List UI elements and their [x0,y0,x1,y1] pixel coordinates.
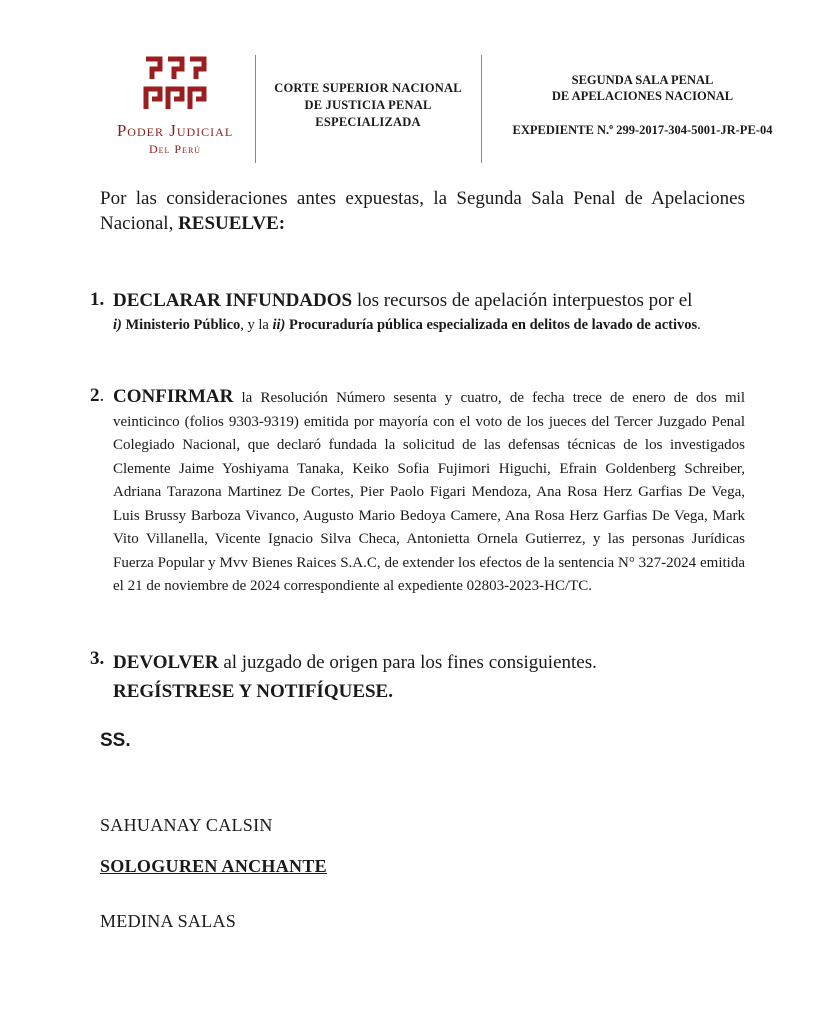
item-body [113,313,745,337]
court-line: ESPECIALIZADA [315,115,421,129]
expediente-sup: o [609,122,614,131]
poder-judicial-emblem-icon [142,55,208,113]
item-lead: CONFIRMAR [113,386,234,407]
poder-judicial-logo [100,55,250,157]
party-2: Procuraduría pública especializada en delitos de lavado de activos [285,317,698,333]
item-head [113,648,745,677]
expediente-label: EXPEDIENTE N. [512,123,610,138]
court-line: CORTE SUPERIOR NACIONAL [274,81,462,95]
signatory: SAHUANAY CALSIN [100,815,273,835]
sala-name [495,72,790,104]
party-1: Ministerio Público [121,317,241,333]
signatory: MEDINA SALAS [100,911,237,931]
item-head [113,289,745,313]
intro-resuelve: RESUELVE: [178,213,286,234]
document-header [0,0,826,175]
item-number: 3. [90,648,105,669]
resolution-item-2 [90,385,745,599]
item-rest: al juzgado de origen para los fines consiguientes. [218,652,597,673]
divider-line [481,55,482,163]
intro-paragraph [100,186,745,236]
item-lead: DEVOLVER [113,652,219,673]
divider-line [255,55,256,163]
item-number-digit: 2 [90,385,100,406]
item-body [113,385,745,599]
intro-text: Por las consideraciones antes expuestas, la Segunda Sala Penal de Apelaciones Nacional, [100,188,745,234]
item-rest: la [233,390,253,406]
registrese-line: REGÍSTRESE Y NOTIFÍQUESE. [113,681,393,702]
item-text: Resolución Número sesenta y cuatro, de fecha trece de enero de dos mil veinticinco (folios 9303-9319) emitida por mayoría con el voto de los jueces del Tercer Juzgado Penal Colegiado Nacional, que declaró fundada la solicitud de las defensas técnicas de los investigados Clemente Jaime Yoshiyama Tanaka, Keiko Sofia Fujimori Higuchi, Efrain Goldenberg Schreiber, Adriana Tarazona Martinez De Cortes, Pier Paolo Figari Mendoza, Ana Rosa Herz Garfias De Vega, Luis Brussy Barboza Vivanco, Augusto Mario Bedoya Camere, Ana Rosa Herz Garfias De Vega, Mark Vito Villanella, Vicente Ignacio Silva Checa, Antonietta Ornela Gutierrez, y las personas Jurídicas Fuerza Popular y Mvv Bienes Raices S.A.C, de extender los efectos de la sentencia N° 327-2024 emitida el 21 de noviembre de 2024 correspondiente al expediente 02803-2023-HC/TC. [113,390,746,594]
logo-name: Poder Judicial [116,121,234,140]
sala-line: SEGUNDA SALA PENAL [571,73,714,87]
resolution-item-3 [90,648,745,706]
expediente-number [495,122,790,138]
logo-subtitle: Del Perú [148,142,202,156]
roman-numeral: i) [113,317,122,333]
period: . [697,317,701,333]
item-rest: los recursos de apelación interpuestos por el [352,290,693,311]
roman-numeral: ii) [272,317,286,333]
court-line: DE JUSTICIA PENAL [304,98,432,112]
resolution-item-1 [90,289,745,337]
item-number [90,385,104,407]
court-name [262,80,474,131]
sala-line: DE APELACIONES NACIONAL [551,89,734,103]
item-lead: DECLARAR INFUNDADOS [113,290,353,311]
conjunction: , y la [240,317,273,333]
expediente-value: 299-2017-304-5001-JR-PE-04 [613,123,773,138]
ss-label: SS. [100,730,131,751]
item-number-dot: . [99,385,105,406]
item-number: 1. [90,289,105,310]
signatory: SOLOGUREN ANCHANTE [100,856,327,876]
